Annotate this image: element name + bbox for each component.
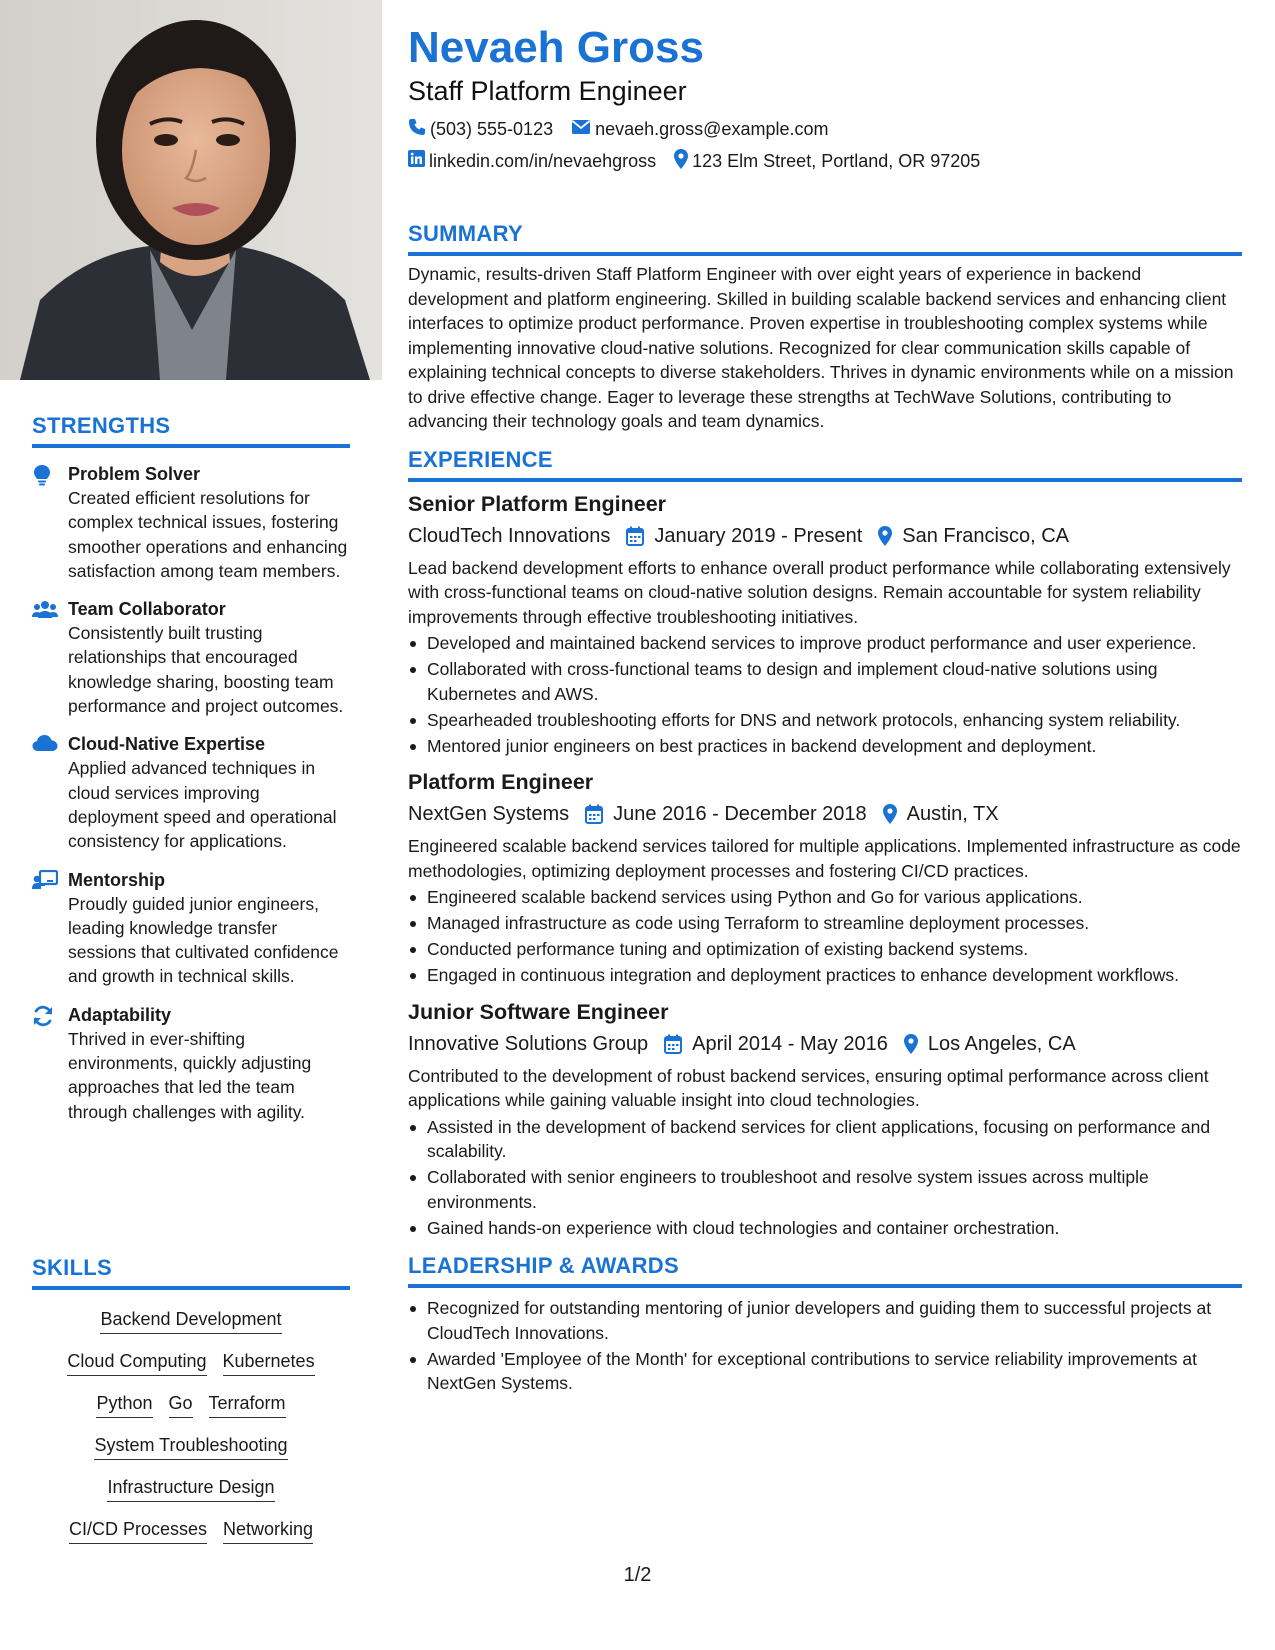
strength-desc: Created efficient resolutions for complex technical issues, fostering smoother operations and enhancing satisfaction among team members. [68,488,348,581]
job-bullet: Assisted in the development of backend services for client applications, focusing on performance and scalability. [408,1115,1242,1164]
job-description: Engineered scalable backend services tailored for multiple applications. Implemented infrastructure as code methodologies, optimizing deployment processes and fostering CI/CD practices. [408,836,1241,881]
map-pin-icon [904,1034,918,1054]
experience-title: EXPERIENCE [408,446,1242,482]
skills-row [32,1306,350,1334]
strengths-title: STRENGTHS [32,412,350,448]
skill-tag: Backend Development [100,1306,281,1334]
strengths-section [32,412,350,1138]
job-dates-item [664,1030,888,1058]
users-icon [32,597,68,718]
refresh-icon [32,1003,68,1124]
candidate-role: Staff Platform Engineer [408,76,687,106]
job-location: Los Angeles, CA [927,1032,1076,1055]
cloud-icon [32,732,68,853]
contact-row [408,148,1242,174]
job-bullet: Engaged in continuous integration and deployment practices to enhance development workflows. [408,963,1242,988]
phone-contact [408,118,553,141]
skills-row [32,1432,350,1460]
job-bullet: Conducted performance tuning and optimization of existing backend systems. [408,937,1242,962]
job-dates-item [626,522,862,550]
job-entry [408,998,1242,1241]
job-bullet: Mentored junior engineers on best practices in backend development and deployment. [408,734,1242,759]
calendar-icon [664,1034,682,1054]
job-bullet: Developed and maintained backend services to improve product performance and user experience. [408,631,1242,656]
job-title: Junior Software Engineer [408,999,669,1024]
strength-title: Cloud-Native Expertise [68,734,266,755]
email-contact[interactable] [571,119,828,140]
linkedin-text[interactable]: linkedin.com/in/nevaehgross [429,150,657,171]
job-meta [408,522,1242,550]
skills-row [32,1474,350,1502]
skills-row [32,1390,350,1418]
chalkboard-teacher-icon [32,868,68,989]
skills-list [32,1306,350,1544]
job-location: Austin, TX [906,803,999,825]
skill-tag: Kubernetes [223,1348,315,1376]
job-description: Contributed to the development of robust backend services, ensuring optimal performance across client applications while gaining valuable insight into cloud technologies. [408,1065,1209,1110]
job-bullets [408,1115,1242,1241]
candidate-name: Nevaeh Gross [408,23,704,72]
lightbulb-icon [32,462,68,583]
job-bullets [408,631,1242,758]
address-text: 123 Elm Street, Portland, OR 97205 [692,150,981,171]
skill-tag: Terraform [209,1390,286,1418]
job-bullet: Managed infrastructure as code using Terraform to streamline deployment processes. [408,911,1242,936]
job-bullet: Spearheaded troubleshooting efforts for DNS and network protocols, enhancing system reliability. [408,708,1242,733]
calendar-icon [626,526,644,546]
job-dates-item [585,800,867,828]
strength-title: Adaptability [68,1004,172,1025]
phone-icon [408,118,430,141]
job-location-item [883,800,999,828]
strength-desc: Applied advanced techniques in cloud services improving deployment speed and operational consistency for applications. [68,758,337,852]
strength-desc: Consistently built trusting relationships that encouraged knowledge sharing, boosting team performance and project outcomes. [68,623,344,717]
job-entry [408,490,1242,759]
job-title: Platform Engineer [408,770,594,794]
job-location-item [878,522,1069,550]
skill-tag: System Troubleshooting [94,1432,287,1460]
strength-title: Problem Solver [68,464,201,484]
job-dates: January 2019 - Present [654,524,863,547]
job-bullet: Collaborated with cross-functional teams to design and implement cloud-native solutions using Kubernetes and AWS. [408,657,1242,706]
strength-item [32,462,350,583]
skill-tag: Cloud Computing [67,1348,206,1376]
leadership-bullet: Recognized for outstanding mentoring of junior developers and guiding them to successful projects at CloudTech Innovations. [408,1296,1242,1345]
job-location: San Francisco, CA [902,524,1069,547]
email-text[interactable]: nevaeh.gross@example.com [595,118,829,139]
job-location-item [904,1030,1076,1058]
linkedin-icon [408,150,429,172]
job-bullet: Collaborated with senior engineers to troubleshoot and resolve system issues across multiple environments. [408,1165,1242,1214]
experience-section [408,446,1242,1241]
skill-tag: Go [169,1390,193,1418]
linkedin-contact[interactable] [408,150,656,172]
calendar-icon [585,804,603,824]
map-pin-icon [674,149,692,174]
job-company: NextGen Systems [408,803,570,825]
summary-text: Dynamic, results-driven Staff Platform Engineer with over eight years of experience in backend development and platform engineering. Skilled in building scalable backend services and enhancing client interfaces to optimize product performance. Proven expertise in troubleshooting complex systems while implementing innovative cloud-native solutions. Recognized for clear communication skills capable of explaining technical concepts to diverse stakeholders. Thrives in dynamic environments while on a mission to drive effective change. Eager to leverage these strengths at TechWave Solutions, contributing to advancing their technology goals and team dynamics. [408,264,1234,431]
leadership-section [408,1252,1242,1396]
job-bullet: Engineered scalable backend services using Python and Go for various applications. [408,885,1242,910]
job-meta [408,1030,1242,1058]
skills-section [32,1254,350,1558]
job-meta [408,800,1242,828]
job-title: Senior Platform Engineer [408,491,667,516]
map-pin-icon [878,526,892,546]
strength-desc: Proudly guided junior engineers, leading knowledge transfer sessions that cultivated confidence and growth in technical skills. [68,893,339,987]
phone-text: (503) 555-0123 [430,118,554,139]
strength-item [32,868,350,989]
job-company: Innovative Solutions Group [408,1032,649,1055]
envelope-icon [571,119,595,140]
strength-desc: Thrived in ever-shifting environments, quickly adjusting approaches that led the team through challenges with agility. [68,1028,312,1122]
job-bullets [408,885,1242,988]
leadership-title: LEADERSHIP & AWARDS [408,1252,1242,1288]
job-entry [408,768,1242,988]
skill-tag: Infrastructure Design [107,1474,274,1502]
strengths-list [32,462,350,1124]
strength-item [32,597,350,718]
skill-tag: Python [96,1390,152,1418]
leadership-bullet: Awarded 'Employee of the Month' for exceptional contributions to service reliability improvements at NextGen Systems. [408,1347,1242,1396]
contact-row [408,116,1242,142]
strength-item [32,1003,350,1124]
skill-tag: CI/CD Processes [69,1516,207,1544]
job-company: CloudTech Innovations [408,524,611,547]
profile-photo [0,0,382,380]
address-contact [674,149,980,174]
strength-title: Mentorship [68,869,165,890]
job-dates: June 2016 - December 2018 [613,803,867,825]
sidebar [0,0,382,1650]
strength-title: Team Collaborator [68,599,226,620]
page-number: 1/2 [623,1564,652,1586]
main-content [408,22,1242,1397]
skills-row [32,1348,350,1376]
leadership-bullets [408,1296,1242,1396]
skills-row [32,1516,350,1544]
summary-title: SUMMARY [408,220,1242,256]
skill-tag: Networking [223,1516,313,1544]
job-description: Lead backend development efforts to enhance overall product performance while collaborating extensively with cross-functional teams on cloud-native solution designs. Remain accountable for system reliability improvements through effective troubleshooting initiatives. [408,557,1231,627]
skills-title: SKILLS [32,1254,350,1290]
summary-section [408,220,1242,434]
strength-item [32,732,350,853]
job-bullet: Gained hands-on experience with cloud technologies and container orchestration. [408,1216,1242,1241]
job-dates: April 2014 - May 2016 [692,1032,888,1055]
map-pin-icon [883,804,897,824]
